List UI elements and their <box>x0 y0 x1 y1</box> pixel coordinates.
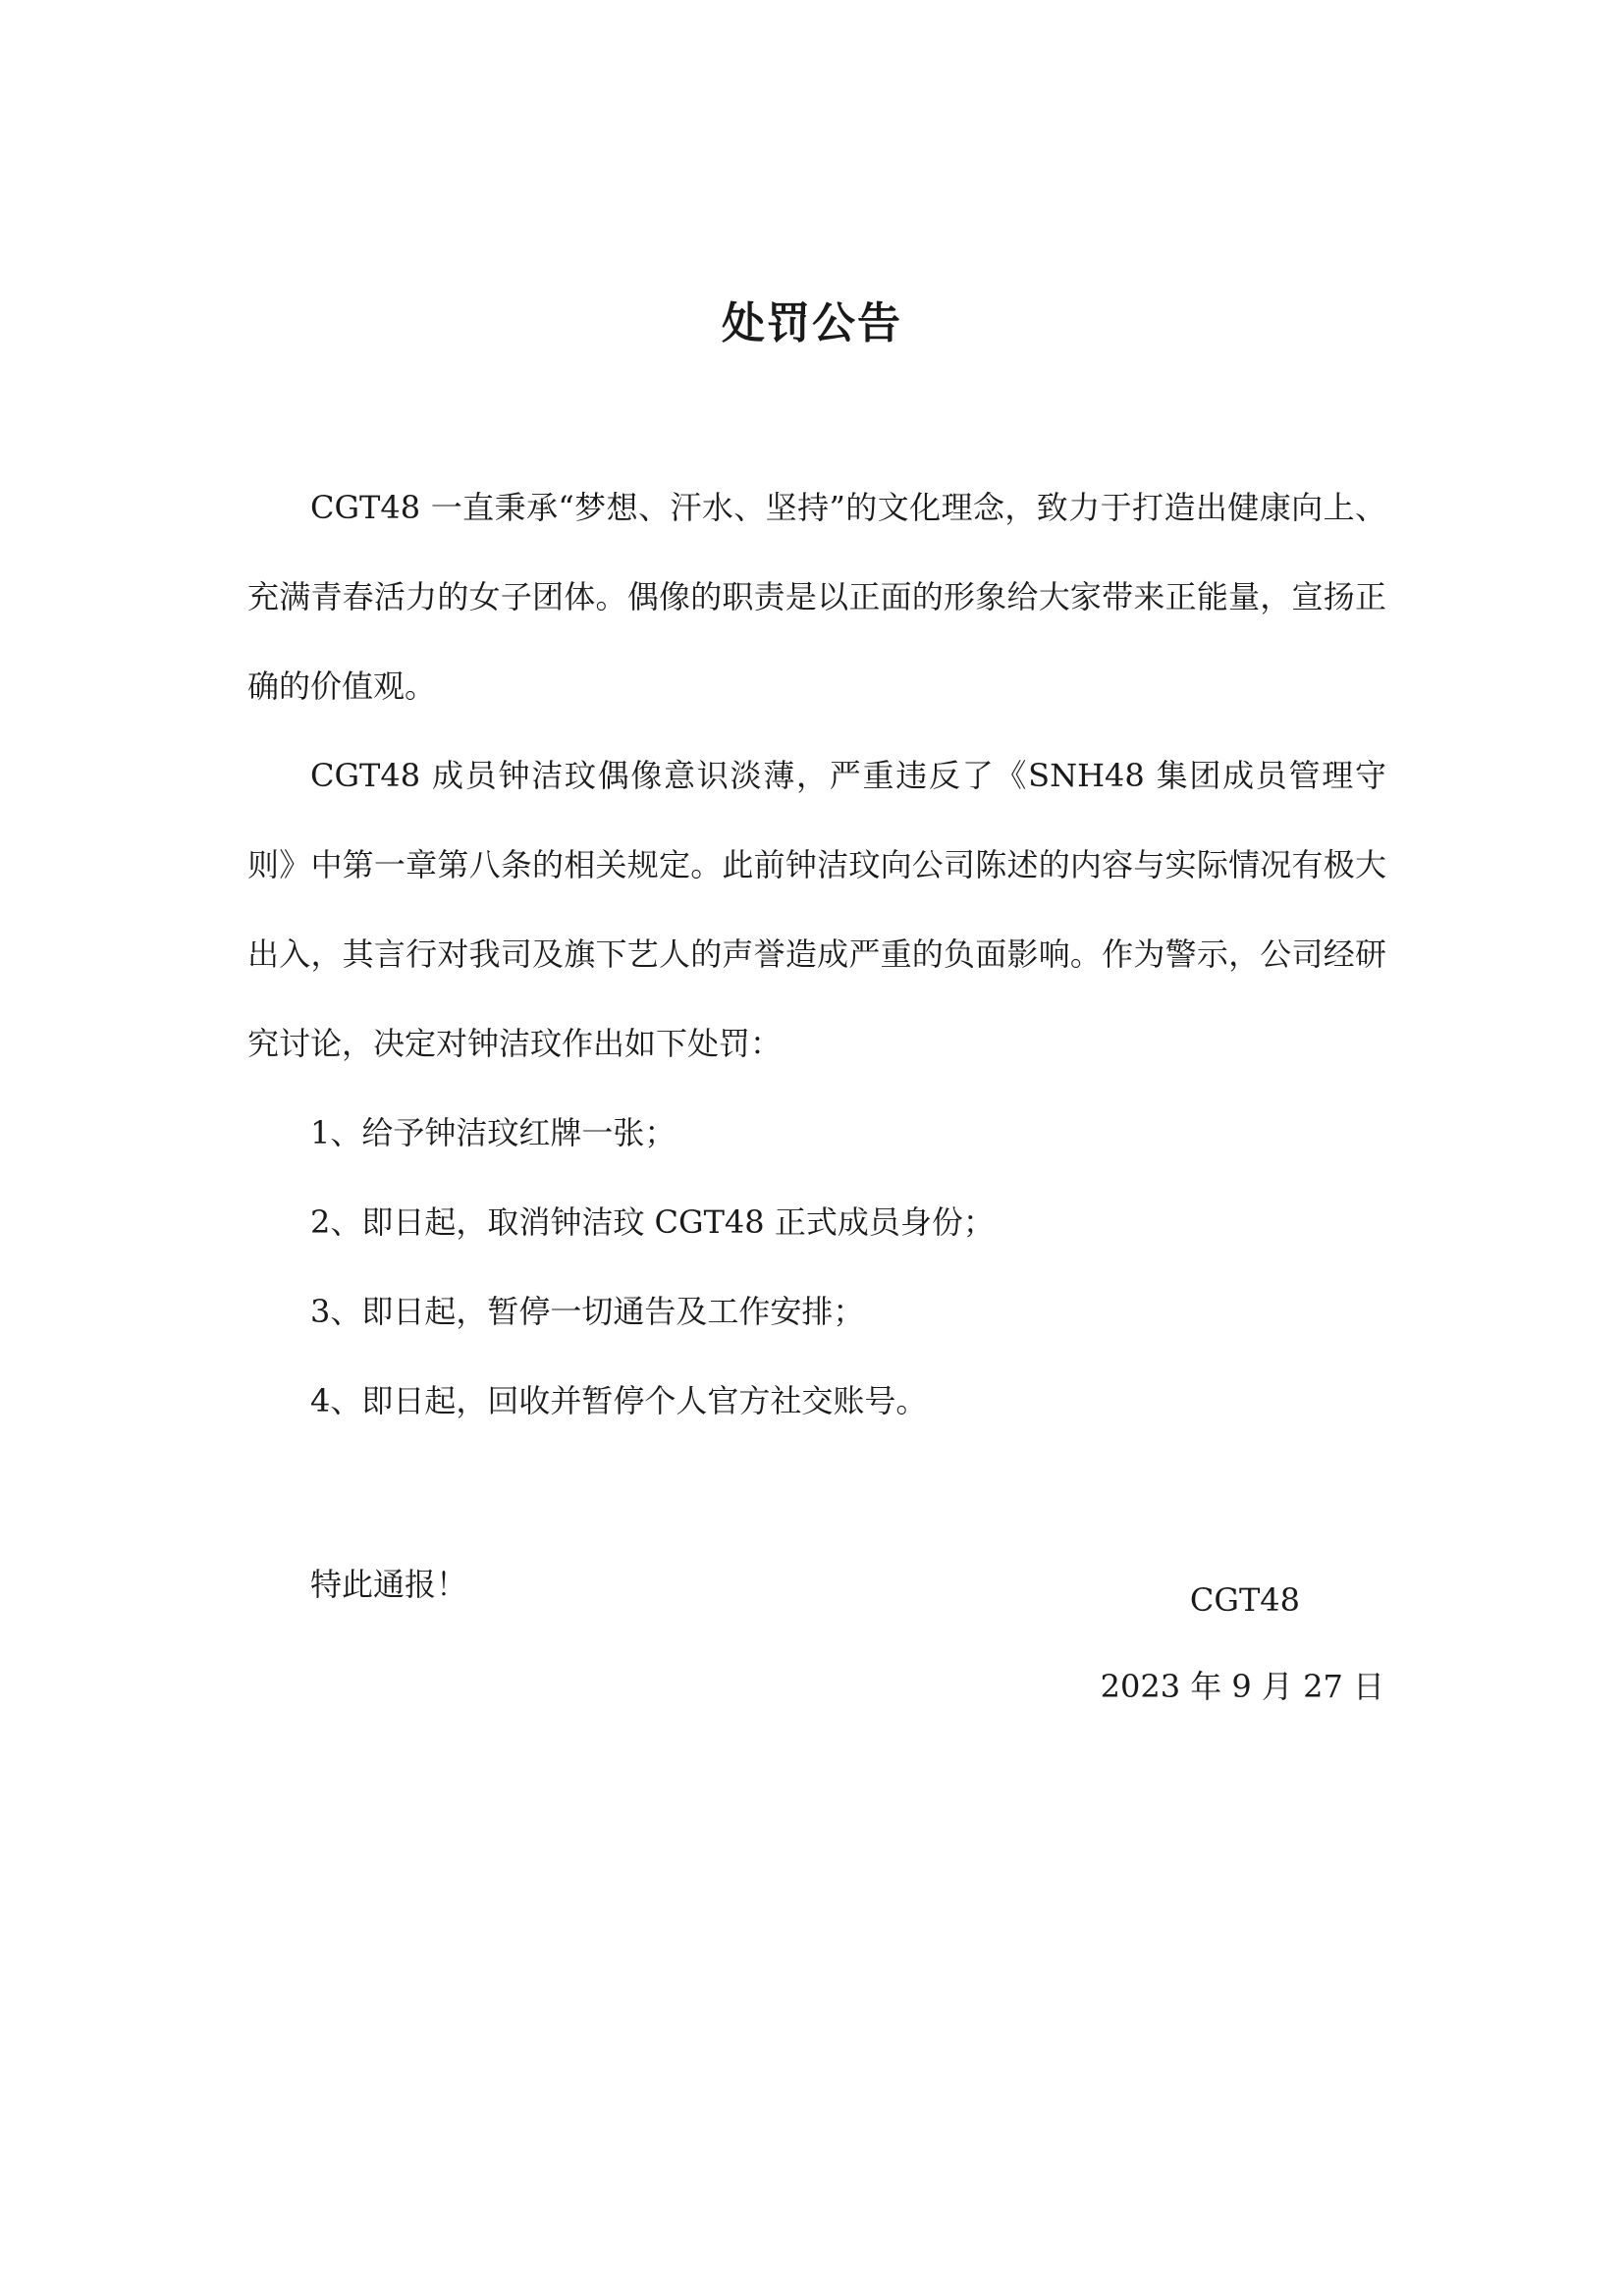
closing-statement: 特此通报！ <box>310 1566 468 1603</box>
paragraph-violation: CGT48 成员钟洁玟偶像意识淡薄，严重违反了《SNH48 集团成员管理守则》中第一章第八条的相关规定。此前钟洁玟向公司陈述的内容与实际情况有极大出入，其言行对我司及旗下艺人的声誉造成严重的负面影响。作为警示，公司经研究讨论，决定对钟洁玟作出如下处罚： <box>247 757 1386 1062</box>
paragraph-intro: CGT48 一直秉承“梦想、汗水、坚持”的文化理念，致力于打造出健康向上、充满青春活力的女子团体。偶像的职责是以正面的形象给大家带来正能量，宣扬正确的价值观。 <box>247 489 1386 705</box>
signature: CGT48 <box>1189 1581 1300 1619</box>
document-body <box>247 463 1386 1629</box>
penalty-item-4: 4、即日起，回收并暂停个人官方社交账号。 <box>310 1382 928 1419</box>
issue-date: 2023 年 9 月 27 日 <box>1100 1668 1384 1705</box>
penalty-item-1: 1、给予钟洁玟红牌一张； <box>310 1114 677 1151</box>
penalty-item-2: 2、即日起，取消钟洁玟 CGT48 正式成员身份； <box>310 1203 995 1241</box>
spacer <box>247 1446 1386 1540</box>
penalty-item-3: 3、即日起，暂停一切通告及工作安排； <box>310 1293 865 1330</box>
document-title: 处罚公告 <box>722 298 902 348</box>
